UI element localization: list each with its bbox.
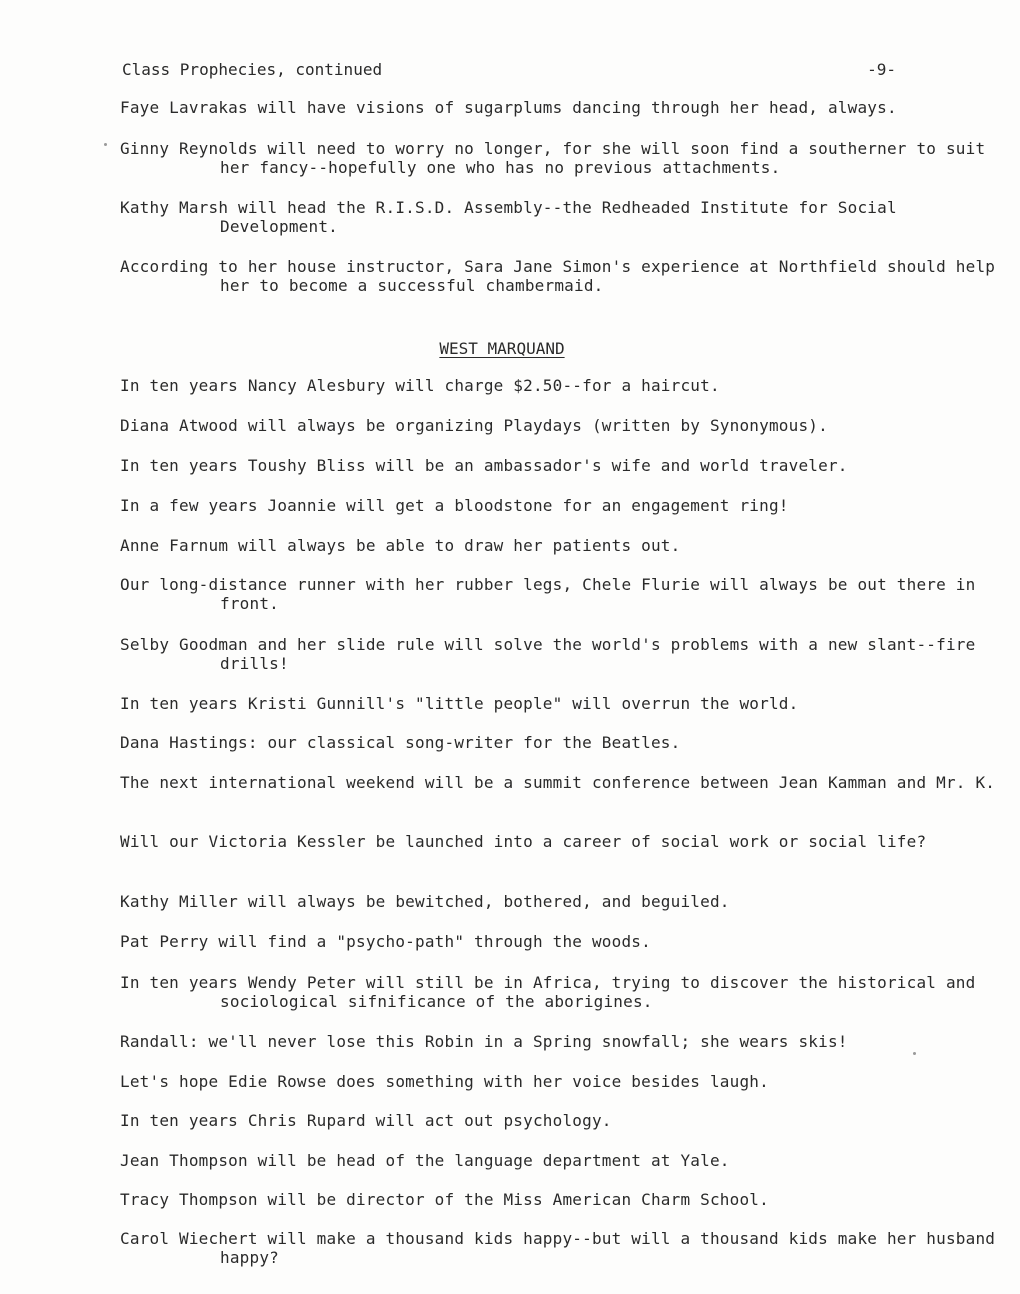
prophecy-entry: According to her house instructor, Sara Jane Simon's experience at Northfield should help her to become a successful chambermaid. bbox=[120, 257, 1005, 295]
prophecy-entry: In ten years Toushy Bliss will be an ambassador's wife and world traveler. bbox=[120, 456, 848, 475]
section-heading-text: WEST MARQUAND bbox=[439, 339, 565, 358]
paper-speck bbox=[913, 1052, 916, 1055]
prophecy-entry: In a few years Joannie will get a bloodstone for an engagement ring! bbox=[120, 496, 789, 515]
prophecy-entry: Ginny Reynolds will need to worry no longer, for she will soon find a southerner to suit her fancy--hopefully one who has no previous attachments. bbox=[120, 139, 996, 177]
prophecy-entry: Will our Victoria Kessler be launched into a career of social work or social life? bbox=[120, 832, 927, 851]
prophecy-entry: Dana Hastings: our classical song-writer for the Beatles. bbox=[120, 733, 681, 752]
page-title: Class Prophecies, continued bbox=[122, 60, 383, 79]
section-heading bbox=[0, 338, 1000, 360]
prophecy-entry: In ten years Kristi Gunnill's "little people" will overrun the world. bbox=[120, 694, 799, 713]
prophecy-entry: Anne Farnum will always be able to draw her patients out. bbox=[120, 536, 681, 555]
page-number: -9- bbox=[867, 60, 896, 79]
prophecy-entry: Randall: we'll never lose this Robin in a Spring snowfall; she wears skis! bbox=[120, 1032, 848, 1051]
prophecy-entry: Pat Perry will find a "psycho-path" through the woods. bbox=[120, 932, 651, 951]
prophecy-entry: In ten years Wendy Peter will still be in Africa, trying to discover the historical and sociological sifnificance of the aborigines. bbox=[120, 973, 986, 1011]
prophecy-entry: The next international weekend will be a summit conference between Jean Kamman and Mr. K. bbox=[120, 773, 996, 792]
prophecy-entry: Carol Wiechert will make a thousand kids happy--but will a thousand kids make her husband happy? bbox=[120, 1229, 1005, 1267]
prophecy-entry: In ten years Chris Rupard will act out psychology. bbox=[120, 1111, 612, 1130]
prophecy-entry: Tracy Thompson will be director of the Miss American Charm School. bbox=[120, 1190, 769, 1209]
prophecy-entry: Kathy Marsh will head the R.I.S.D. Assembly--the Redheaded Institute for Social Development. bbox=[120, 198, 907, 236]
paper-speck bbox=[104, 143, 107, 146]
prophecy-entry: In ten years Nancy Alesbury will charge $2.50--for a haircut. bbox=[120, 376, 720, 395]
prophecy-entry: Kathy Miller will always be bewitched, bothered, and beguiled. bbox=[120, 892, 730, 911]
page-header bbox=[122, 58, 896, 82]
prophecy-entry: Faye Lavrakas will have visions of sugarplums dancing through her head, always. bbox=[120, 98, 897, 117]
prophecy-entry: Our long-distance runner with her rubber legs, Chele Flurie will always be out there in front. bbox=[120, 575, 986, 613]
prophecy-entry: Selby Goodman and her slide rule will solve the world's problems with a new slant--fire drills! bbox=[120, 635, 986, 673]
prophecy-entry: Jean Thompson will be head of the language department at Yale. bbox=[120, 1151, 730, 1170]
prophecy-entry: Let's hope Edie Rowse does something with her voice besides laugh. bbox=[120, 1072, 769, 1091]
prophecy-entry: Diana Atwood will always be organizing Playdays (written by Synonymous). bbox=[120, 416, 828, 435]
